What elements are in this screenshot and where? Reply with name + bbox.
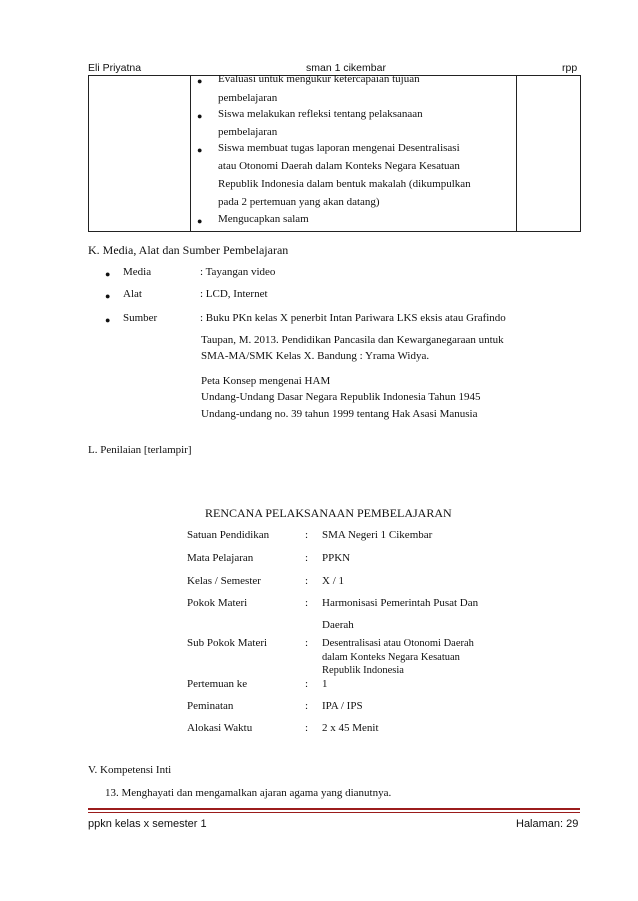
- section-v-title: V. Kompetensi Inti: [88, 764, 172, 776]
- field-colon: :: [305, 722, 309, 734]
- footer-course: ppkn kelas x semester 1: [88, 818, 207, 830]
- field-label: Alokasi Waktu: [187, 722, 253, 734]
- table-item: Evaluasi untuk mengukur ketercapaian tujuan: [218, 73, 420, 85]
- header-school: sman 1 cikembar: [306, 62, 386, 74]
- field-colon: :: [305, 575, 309, 587]
- table-item: pembelajaran: [218, 126, 278, 138]
- media-label: Media: [123, 266, 152, 278]
- rpp-title: RENCANA PELAKSANAAN PEMBELAJARAN: [205, 506, 452, 520]
- header-author: Eli Priyatna: [88, 62, 142, 74]
- bullet-icon: ●: [197, 76, 203, 86]
- bullet-icon: ●: [197, 216, 203, 226]
- page-number: Halaman: 29: [516, 818, 579, 830]
- footer-rule: [88, 812, 580, 813]
- field-value: X / 1: [322, 575, 344, 587]
- field-value: Harmonisasi Pemerintah Pusat Dan: [322, 597, 479, 609]
- field-value: SMA Negeri 1 Cikembar: [322, 529, 433, 541]
- alat-label: Alat: [123, 288, 142, 300]
- sumber-line: Undang-Undang Dasar Negara Republik Indonesia Tahun 1945: [201, 391, 481, 403]
- field-value: 1: [322, 678, 328, 690]
- bullet-icon: ●: [197, 111, 203, 121]
- field-label: Pertemuan ke: [187, 678, 248, 690]
- sumber-line: Taupan, M. 2013. Pendidikan Pancasila dan Kewarganegaraan untuk: [201, 334, 504, 346]
- field-label: Sub Pokok Materi: [187, 637, 268, 649]
- bullet-icon: ●: [105, 269, 111, 279]
- bullet-icon: ●: [105, 291, 111, 301]
- section-k-title: K. Media, Alat dan Sumber Pembelajaran: [88, 243, 289, 257]
- alat-value: : LCD, Internet: [200, 288, 268, 300]
- field-colon: :: [305, 552, 309, 564]
- sumber-value: : Buku PKn kelas X penerbit Intan Pariwara LKS eksis atau Grafindo: [200, 312, 506, 324]
- sumber-line: Undang-undang no. 39 tahun 1999 tentang Hak Asasi Manusia: [201, 408, 478, 420]
- bullet-icon: ●: [197, 145, 203, 155]
- table-item: pada 2 pertemuan yang akan datang): [218, 196, 380, 208]
- table-item: Siswa membuat tugas laporan mengenai Desentralisasi: [218, 142, 460, 154]
- field-label: Satuan Pendidikan: [187, 529, 270, 541]
- sumber-line: Peta Konsep mengenai HAM: [201, 375, 331, 387]
- field-label: Kelas / Semester: [187, 575, 261, 587]
- table-item: Siswa melakukan refleksi tentang pelaksanaan: [218, 108, 423, 120]
- field-colon: :: [305, 637, 309, 649]
- header-doc-type: rpp: [562, 62, 578, 74]
- field-colon: :: [305, 678, 309, 690]
- field-value: IPA / IPS: [322, 700, 363, 712]
- field-colon: :: [305, 529, 309, 541]
- section-l-title: L. Penilaian [terlampir]: [88, 444, 192, 456]
- field-colon: :: [305, 700, 309, 712]
- sumber-label: Sumber: [123, 312, 158, 324]
- field-value: Desentralisasi atau Otonomi Daerah: [322, 638, 474, 649]
- field-label: Peminatan: [187, 700, 234, 712]
- media-value: : Tayangan video: [200, 266, 276, 278]
- field-colon: :: [305, 597, 309, 609]
- table-item: atau Otonomi Daerah dalam Konteks Negara Kesatuan: [218, 160, 460, 172]
- footer-rule: [88, 808, 580, 810]
- table-item: Mengucapkan salam: [218, 213, 309, 225]
- field-value: PPKN: [322, 552, 351, 564]
- table-item: pembelajaran: [218, 92, 278, 104]
- field-value-cont: Republik Indonesia: [322, 665, 404, 676]
- field-value: 2 x 45 Menit: [322, 722, 379, 734]
- sumber-line: SMA-MA/SMK Kelas X. Bandung : Yrama Widya.: [201, 350, 430, 362]
- field-label: Pokok Materi: [187, 597, 248, 609]
- kompetensi-item: 13. Menghayati dan mengamalkan ajaran agama yang dianutnya.: [105, 787, 392, 799]
- field-value-cont: Daerah: [322, 619, 354, 631]
- table-item: Republik Indonesia dalam bentuk makalah (dikumpulkan: [218, 178, 471, 190]
- field-value-cont: dalam Konteks Negara Kesatuan: [322, 652, 460, 663]
- bullet-icon: ●: [105, 315, 111, 325]
- field-label: Mata Pelajaran: [187, 552, 254, 564]
